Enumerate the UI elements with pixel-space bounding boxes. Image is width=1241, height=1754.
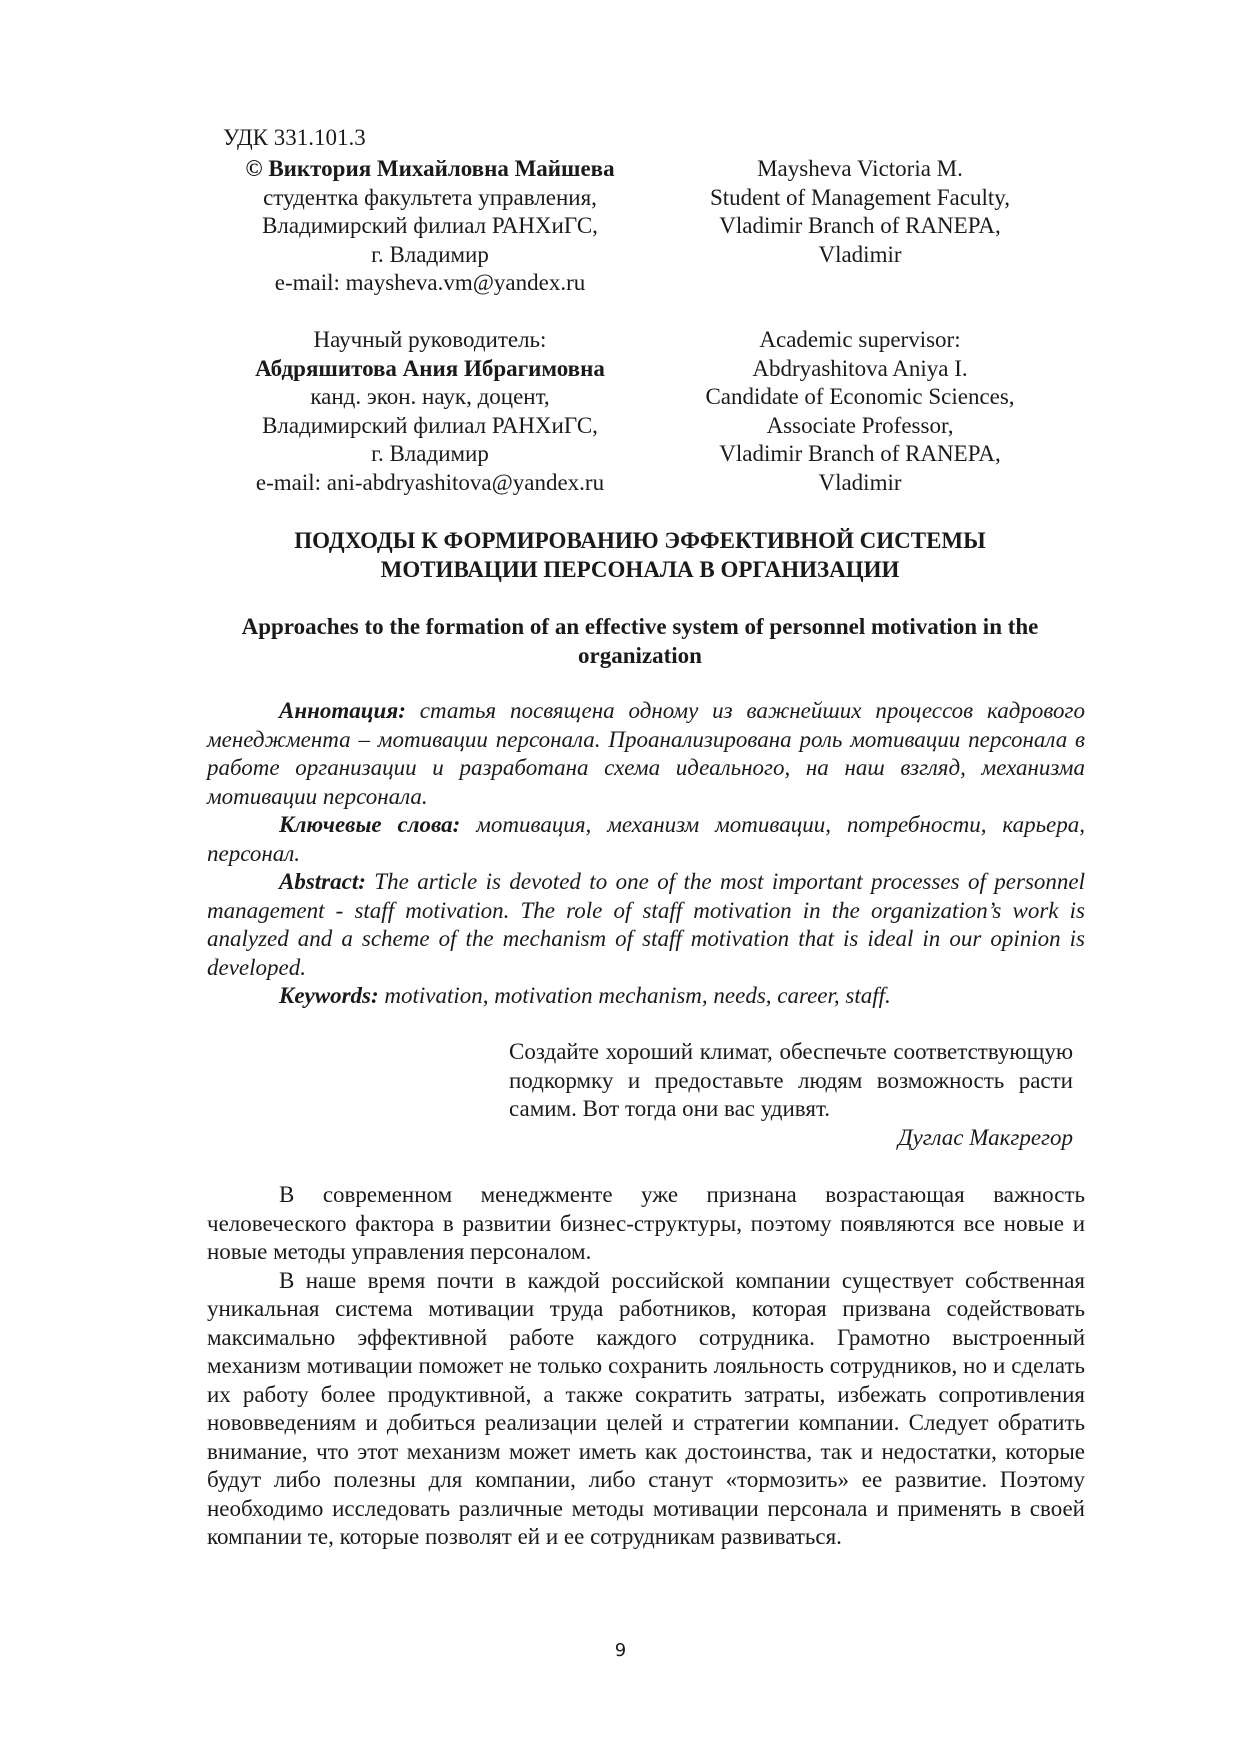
keywords-ru-paragraph — [207, 811, 1085, 868]
page-number: 9 — [614, 1640, 627, 1661]
author-en-line: Vladimir — [818, 241, 902, 267]
supervisor-ru-email: e-mail: ani-abdryashitova@yandex.ru — [255, 469, 605, 495]
epigraph-text: Создайте хороший климат, обеспечьте соответствующую подкормку и предоставьте людям возможность расти самим. Вот тогда они вас удивят. — [509, 1039, 1073, 1121]
title-ru-line: ПОДХОДЫ К ФОРМИРОВАНИЮ ЭФФЕКТИВНОЙ СИСТЕМЫ — [294, 528, 986, 553]
supervisor-ru-line: Владимирский филиал РАНХиГС, — [262, 412, 598, 438]
supervisor-en-line: Associate Professor, — [766, 412, 954, 438]
annotation-text: статья посвящена одному из важнейших процессов кадрового менеджмента – мотивации персонала. Проанализирована роль мотивации персонала в работе организации и разработана схема идеального, на наш взгляд, механизма мотивации персонала. — [207, 698, 1085, 809]
title-en-line: organization — [578, 642, 702, 668]
author-ru-line: г. Владимир — [371, 241, 489, 267]
title-ru — [200, 527, 1080, 584]
abstract-text: The article is devoted to one of the most important processes of personnel management - staff motivation. The role of staff motivation in the organization’s work is analyzed and a scheme of the mechanism of staff motivation that is ideal in our opinion is developed. — [207, 869, 1085, 980]
title-en — [200, 613, 1080, 670]
supervisor-ru-block — [200, 326, 660, 497]
title-ru-line: МОТИВАЦИИ ПЕРСОНАЛА В ОРГАНИЗАЦИИ — [380, 556, 900, 582]
body-text — [207, 1181, 1085, 1552]
author-en-line: Student of Management Faculty, — [710, 184, 1010, 210]
keywords-ru-text: мотивация, механизм мотивации, потребности, карьера, персонал. — [207, 812, 1085, 866]
author-ru-name: © Виктория Михайловна Майшева — [245, 156, 615, 181]
supervisor-ru-line: канд. экон. наук, доцент, — [310, 384, 550, 409]
supervisor-en-line: Vladimir — [818, 469, 902, 495]
abstract-label: Abstract: — [279, 869, 366, 894]
epigraph-author: Дуглас Макгрегор — [897, 1124, 1073, 1150]
keywords-en-text: motivation, motivation mechanism, needs, career, staff. — [378, 983, 891, 1008]
keywords-ru-label: Ключевые слова: — [279, 812, 461, 837]
author-en-line: Vladimir Branch of RANEPA, — [719, 213, 1001, 238]
author-ru-line: студентка факультета управления, — [263, 184, 597, 210]
annotation-label: Аннотация: — [279, 698, 406, 723]
supervisor-ru-line: г. Владимир — [371, 441, 489, 466]
supervisor-en-name: Abdryashitova Aniya I. — [752, 355, 968, 381]
keywords-en-paragraph — [207, 982, 1085, 1011]
supervisor-ru-name: Абдряшитова Ания Ибрагимовна — [255, 355, 605, 381]
author-en-name: Maysheva Victoria M. — [757, 156, 963, 181]
author-en-block — [660, 155, 1060, 269]
supervisor-ru-label: Научный руководитель: — [313, 327, 547, 352]
title-en-line: Approaches to the formation of an effective system of personnel motivation in the — [241, 614, 1039, 639]
supervisor-en-label: Academic supervisor: — [759, 327, 961, 352]
body-paragraph: В наше время почти в каждой российской компании существует собственная уникальная система мотивации труда работников, которая призвана содействовать максимально эффективной работе каждого сотрудника. Грамотно выстроенный механизм мотивации поможет не только сохранить лояльность сотрудников, но и сделать их работу более продуктивной, а также сократить затраты, избежать сопротивления нововведениям и добиться реализации целей и стратегии компании. Следует обратить внимание, что этот механизм может иметь как достоинства, так и недостатки, которые будут либо полезны для компании, либо станут «тормозить» ее развитие. Поэтому необходимо исследовать различные методы мотивации персонала и применять в своей компании те, которые позволят ей и ее сотрудникам развиваться. — [207, 1267, 1085, 1549]
epigraph — [509, 1038, 1073, 1152]
author-ru-email: e-mail: maysheva.vm@yandex.ru — [274, 270, 586, 295]
author-ru-line: Владимирский филиал РАНХиГС, — [262, 213, 598, 238]
author-ru-block — [200, 155, 660, 298]
abstract-paragraph — [207, 868, 1085, 982]
supervisor-en-line: Candidate of Economic Sciences, — [705, 384, 1015, 409]
keywords-en-label: Keywords: — [279, 983, 379, 1008]
abstract-block — [207, 697, 1085, 1011]
supervisor-en-block — [660, 326, 1060, 497]
body-paragraph: В современном менеджменте уже признана возрастающая важность человеческого фактора в развитии бизнес-структуры, поэтому появляются все новые и новые методы управления персоналом. — [207, 1182, 1085, 1264]
annotation-paragraph — [207, 697, 1085, 811]
supervisor-en-line: Vladimir Branch of RANEPA, — [719, 441, 1001, 466]
udk-code: УДК 331.101.3 — [223, 125, 366, 150]
